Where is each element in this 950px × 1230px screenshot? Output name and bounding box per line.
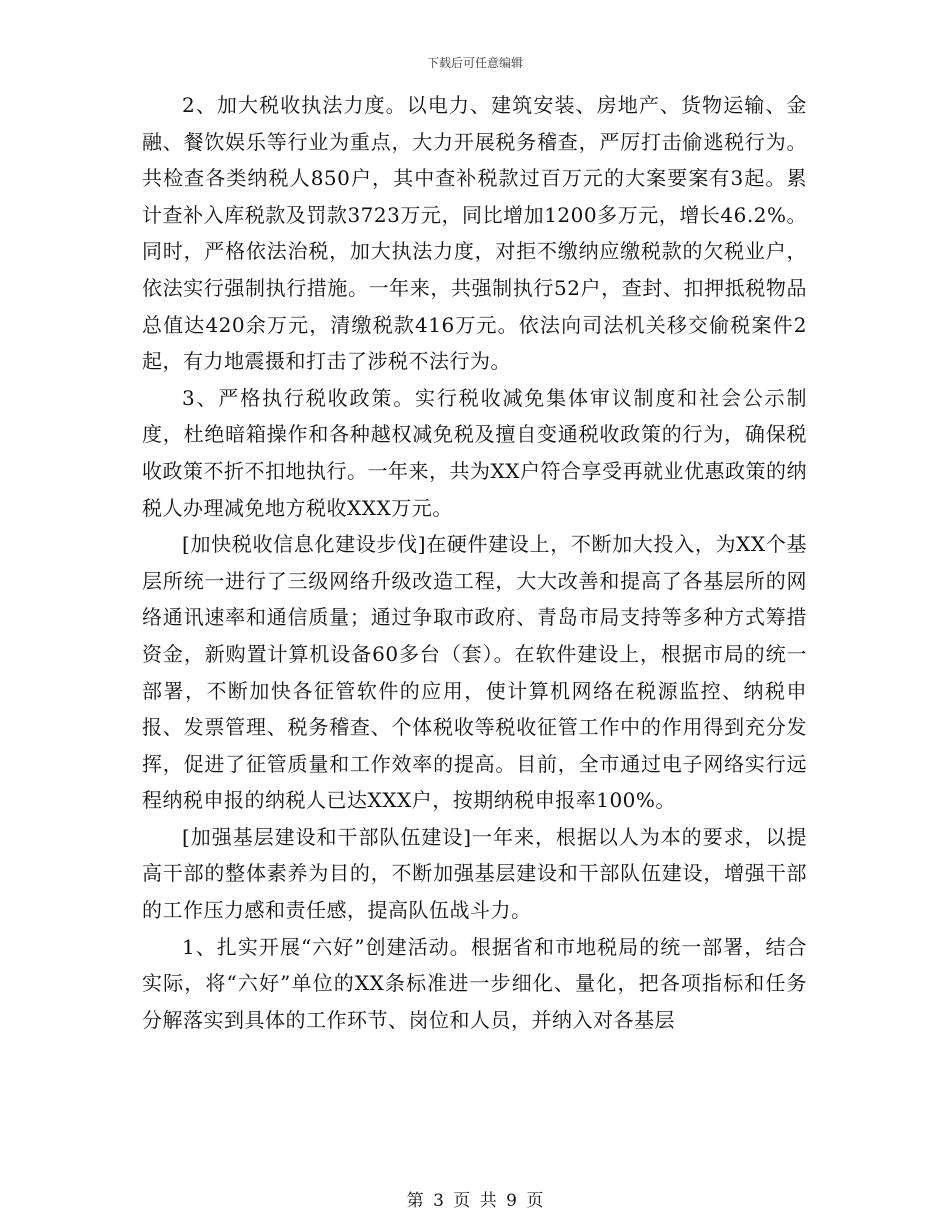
paragraph-informatization: [加快税收信息化建设步伐]在硬件建设上，不断加大投入，为XX个基层所统一进行了三级网络升级改造工程，大大改善和提高了各基层所的网络通讯速率和通信质量；通过争取市政府、青岛市局支持等多种方式筹措资金，新购置计算机设备60多台（套）。在软件建设上，根据市局的统一部署，不断加快各征管软件的应用，使计算机网络在税源监控、纳税申报、发票管理、税务稽查、个体税收等税收征管工作中的作用得到充分发挥，促进了征管质量和工作效率的提高。目前，全市通过电子网络实行远程纳税申报的纳税人已达XXX户，按期纳税申报率100%。 [142, 532, 807, 813]
page-number: 第 3 页 共 9 页 [406, 1191, 544, 1211]
paragraph-tax-enforcement: 2、加大税收执法力度。以电力、建筑安装、房地产、货物运输、金融、餐饮娱乐等行业为重点，大力开展税务稽查，严厉打击偷逃税行为。共检查各类纳税人850户，其中查补税款过百万元的大案要案有3起。累计查补入库税款及罚款3723万元，同比增加1200多万元，增长46.2%。同时，严格依法治税，加大执法力度，对拒不缴纳应缴税款的欠税业户，依法实行强制执行措施。一年来，共强制执行52户，查封、扣押抵税物品总值达420余万元，清缴税款416万元。依法向司法机关移交偷税案件2起，有力地震摄和打击了涉税不法行为。 [142, 93, 807, 374]
paragraph-team-building: [加强基层建设和干部队伍建设]一年来，根据以人为本的要求，以提高干部的整体素养为目的，不断加强基层建设和干部队伍建设，增强干部的工作压力感和责任感，提高队伍战斗力。 [142, 824, 807, 923]
paragraph-six-good: 1、扎实开展“六好”创建活动。根据省和市地税局的统一部署，结合实际，将“六好”单位的XX条标准进一步细化、量化，把各项指标和任务分解落实到具体的工作环节、岗位和人员，并纳入对各基层 [142, 934, 807, 1032]
page-header: 下载后可任意编辑 [426, 56, 523, 70]
paragraph-tax-policy: 3、严格执行税收政策。实行税收减免集体审议制度和社会公示制度，杜绝暗箱操作和各种越权减免税及擅自变通税收政策的行为，确保税收政策不折不扣地执行。一年来，共为XX户符合享受再就业优惠政策的纳税人办理减免地方税收XXX万元。 [142, 385, 807, 520]
document-body [142, 87, 807, 1038]
